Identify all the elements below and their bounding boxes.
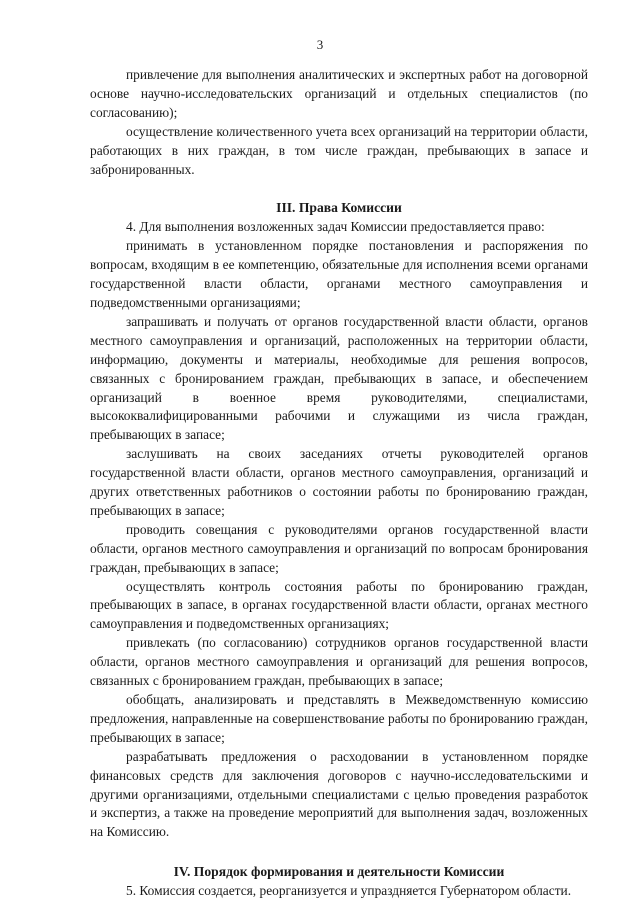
paragraph: привлекать (по согласованию) сотрудников органов государственной власти области, органов местного самоуправления и организаций для решения вопросов, связанных с бронированием граждан, пребывающих в запасе; bbox=[90, 635, 588, 689]
section-heading-procedure: IV. Порядок формирования и деятельности Комиссии bbox=[173, 864, 505, 880]
paragraph: 5. Комиссия создается, реорганизуется и упраздняется Губернатором области. bbox=[126, 883, 572, 899]
paragraph: привлечение для выполнения аналитических и экспертных работ на договорной основе научно-исследовательских организаций и отдельных специалистов (по согласованию); bbox=[90, 67, 588, 120]
paragraph: запрашивать и получать от органов государственной власти области, органов местного самоуправления и организаций, расположенных на территории области, информацию, документы и материалы, необходимые для решения вопросов, связанных с бронированием граждан, пребывающих в запасе, и обеспечением организаций в военное время руководителями, специалистами, высококвалифицированными рабочими и служащими из числа граждан, пребывающих в запасе; bbox=[90, 313, 588, 443]
document-body bbox=[90, 66, 588, 901]
section-heading-rights: III. Права Комиссии bbox=[276, 200, 402, 216]
paragraph: осуществление количественного учета всех организаций на территории области, работающих в них граждан, в том числе граждан, пребывающих в запасе и забронированных. bbox=[90, 123, 588, 177]
paragraph: проводить совещания с руководителями органов государственной власти области, органов местного самоуправления и организаций по вопросам бронирования граждан, пребывающих в запасе; bbox=[90, 521, 588, 575]
page-number: 3 bbox=[316, 37, 324, 52]
paragraph: заслушивать на своих заседаниях отчеты руководителей органов государственной власти области, органов местного самоуправления, организаций и других ответственных работников о состоянии работы по бронированию граждан, пребывающих в запасе; bbox=[90, 446, 588, 518]
paragraph: осуществлять контроль состояния работы по бронированию граждан, пребывающих в запасе, в органах государственной власти области, органах местного самоуправления и подведомственных организациях; bbox=[90, 578, 588, 632]
paragraph: обобщать, анализировать и представлять в Межведомственную комиссию предложения, направленные на совершенствование работы по бронированию граждан, пребывающих в запасе; bbox=[90, 692, 588, 745]
paragraph: принимать в установленном порядке постановления и распоряжения по вопросам, входящим в ее компетенцию, обязательные для исполнения всеми органами государственной власти области, органами местного самоуправления и подведомственными организациями; bbox=[90, 238, 588, 310]
paragraph: 4. Для выполнения возложенных задач Комиссии предоставляется право: bbox=[126, 219, 545, 235]
paragraph: разрабатывать предложения о расходовании в установленном порядке финансовых средств для заключения договоров с научно-исследовательскими и другими организациями, отдельными специалистами с целью проведения разработок и экспертиз, а также на проведение мероприятий для выполнения задач, возложенных на Комиссию. bbox=[90, 748, 588, 840]
